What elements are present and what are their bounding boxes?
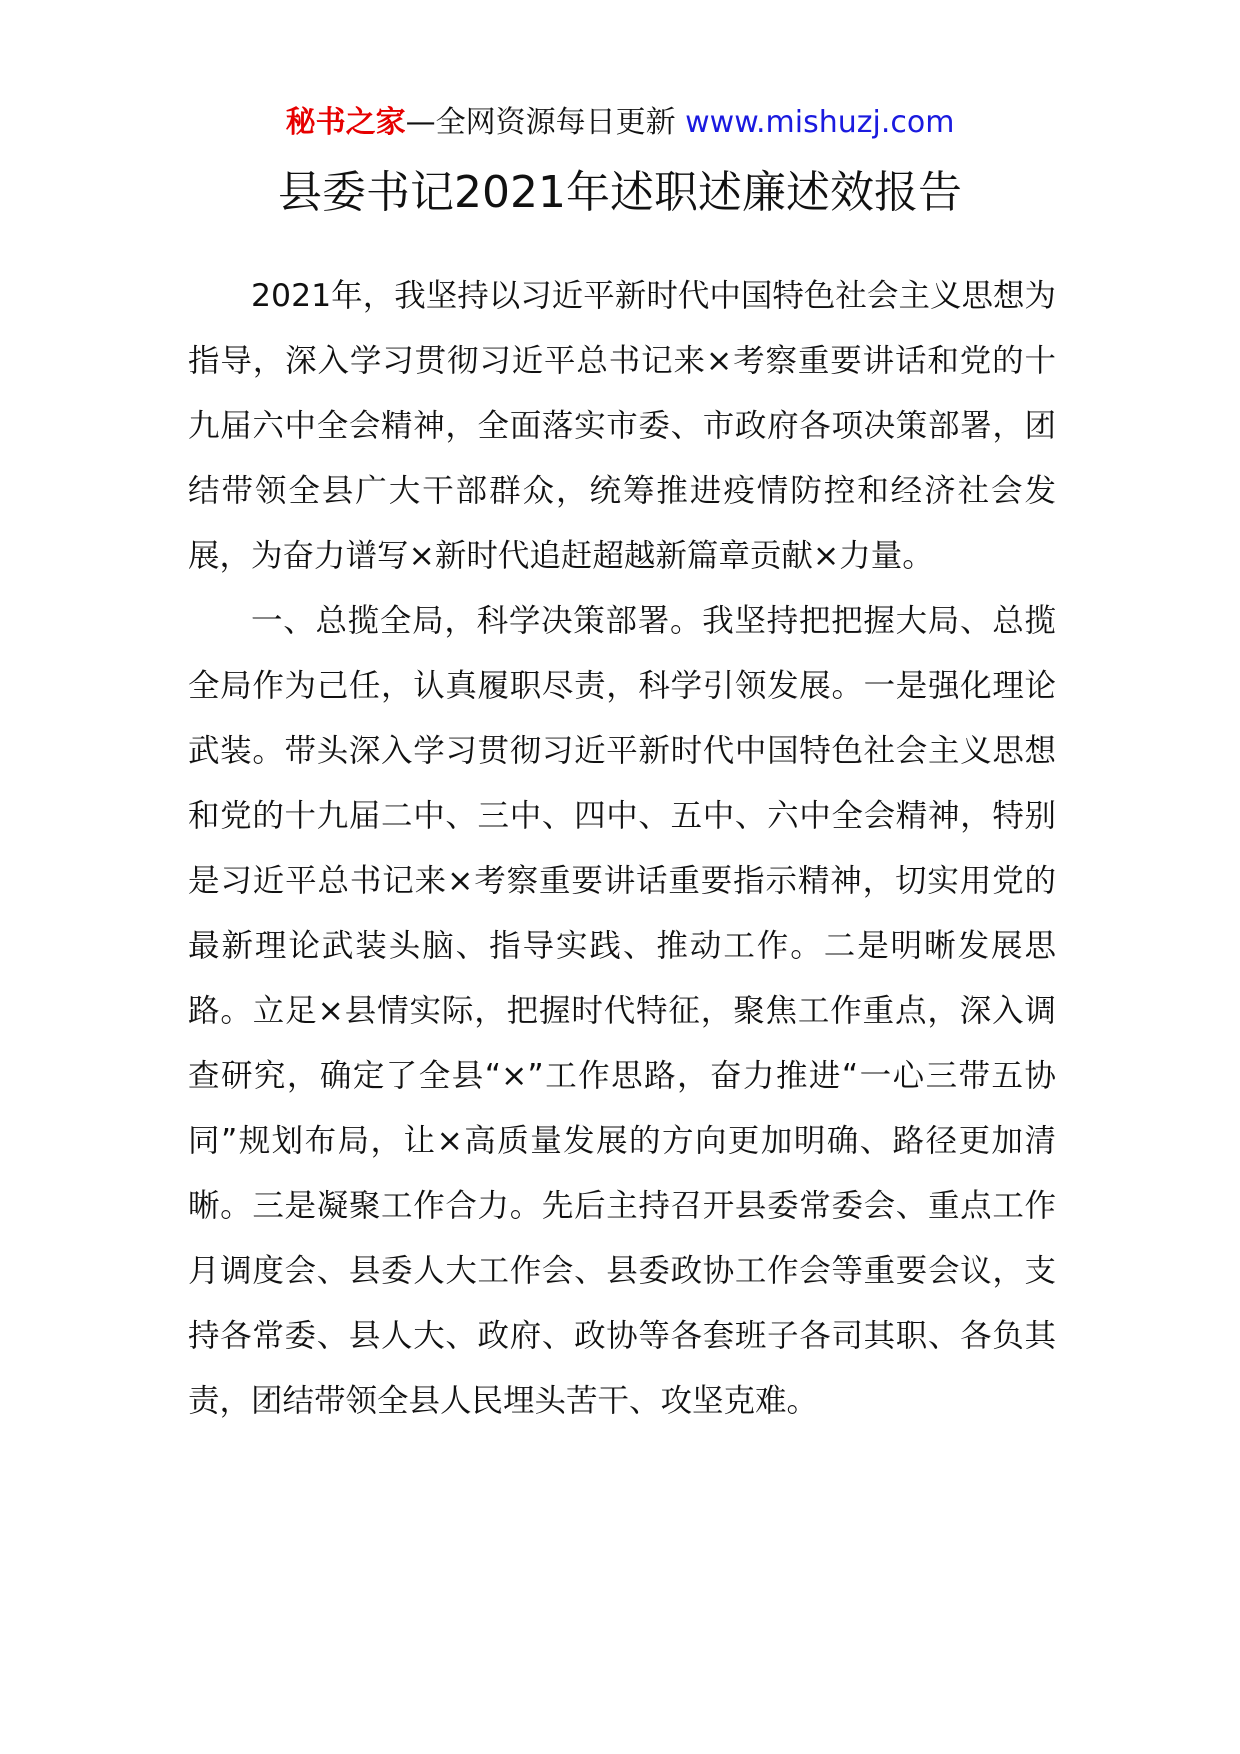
document-title: 县委书记2021年述职述廉述效报告 [278,167,962,218]
site-url: www.mishuzj.com [685,105,955,140]
header-banner [0,103,1240,143]
brand-name: 秘书之家 [285,105,406,140]
paragraph-section-1 [188,589,1056,1434]
paragraph-intro [188,264,1056,589]
header-slogan: —全网资源每日更新 [405,105,686,140]
document-body [188,264,1056,1434]
section-text: 我坚持把把握大局、总揽全局作为己任，认真履职尽责，科学引领发展。一是强化理论武装。带头深入学习贯彻习近平新时代中国特色社会主义思想和党的十九届二中、三中、四中、五中、六中全会精神，特别是习近平总书记来×考察重要讲话重要指示精神，切实用党的最新理论武装头脑、指导实践、推动工作。二是明晰发展思路。立足×县情实际，把握时代特征，聚焦工作重点，深入调查研究，确定了全县“×”工作思路，奋力推进“一心三带五协同”规划布局，让×高质量发展的方向更加明确、路径更加清晰。三是凝聚工作合力。先后主持召开县委常委会、重点工作月调度会、县委人大工作会、县委政协工作会等重要会议，支持各常委、县人大、政府、政协等各套班子各司其职、各负其责，团结带领全县人民埋头苦干、攻坚克难。 [188,603,1056,1419]
paragraph-intro-text: 2021年，我坚持以习近平新时代中国特色社会主义思想为指导，深入学习贯彻习近平总书记来×考察重要讲话和党的十九届六中全会精神，全面落实市委、市政府各项决策部署，团结带领全县广大干部群众，统筹推进疫情防控和经济社会发展，为奋力谱写×新时代追赶超越新篇章贡献×力量。 [188,278,1056,574]
section-heading: 一、总揽全局，科学决策部署。 [251,603,703,639]
